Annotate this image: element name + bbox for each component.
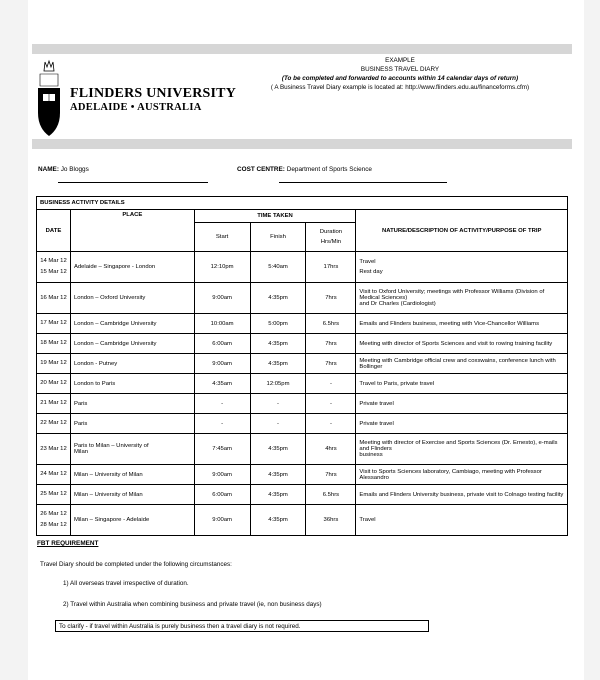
table-row (37, 283, 568, 314)
university-name: FLINDERS UNIVERSITY (70, 86, 237, 101)
cell-desc-line-1: Meeting with director of Exercise and Sports Sciences (Dr. Ernesto), e-mails and Flinders (359, 440, 558, 452)
header-start: Start (194, 223, 250, 252)
name-label: NAME: (38, 166, 59, 173)
cell-start[interactable] (194, 354, 250, 374)
cell-start-line-1: 9:00am (212, 517, 232, 523)
cell-desc[interactable] (356, 485, 568, 505)
cell-date-line-1: 23 Mar 12 (40, 445, 67, 452)
cell-place-line-1: London - Putney (73, 360, 118, 367)
cell-desc[interactable] (356, 374, 568, 394)
cell-duration[interactable] (306, 283, 356, 314)
cell-desc-line-1: Emails and Flinders University business, private visit to Colnago testing facility (359, 491, 564, 498)
cell-finish[interactable] (250, 434, 306, 465)
cell-date[interactable] (37, 414, 71, 434)
cell-desc-line-1: Meeting with Cambridge official crew and coxswains, conference lunch with Bollinger (359, 357, 556, 370)
cell-place[interactable] (70, 314, 194, 334)
cell-place-line-2: Milan (73, 449, 89, 455)
cell-finish[interactable] (250, 394, 306, 414)
cell-date-line-1: 14 Mar 12 (40, 258, 67, 264)
cell-start-line-1: 4:35am (212, 380, 232, 387)
header-duration-unit: Hrs/Min (320, 239, 342, 245)
cell-finish-line-1: 4:35pm (268, 517, 288, 523)
cell-desc[interactable] (356, 314, 568, 334)
cell-date-line-1: 25 Mar 12 (40, 491, 67, 497)
cell-start[interactable] (194, 505, 250, 536)
cell-desc[interactable] (356, 465, 568, 485)
cell-date-line-1: 19 Mar 12 (40, 360, 67, 366)
cell-finish[interactable] (250, 354, 306, 374)
cell-finish-line-1: 4:35pm (268, 295, 288, 301)
cell-duration-line-1: - (329, 400, 332, 407)
cell-date[interactable] (37, 465, 71, 485)
top-grey-bar (32, 44, 572, 54)
cell-place-line-1: Paris (73, 420, 88, 427)
cell-place[interactable] (70, 334, 194, 354)
cell-finish-line-1: 4:35pm (268, 360, 288, 367)
cell-desc[interactable] (356, 414, 568, 434)
name-value[interactable]: Jo Bloggs (60, 166, 89, 173)
cell-place-line-1: London – Cambridge University (73, 320, 157, 327)
cell-duration-line-1: 6.5hrs (322, 491, 340, 498)
cell-desc[interactable] (356, 283, 568, 314)
cell-desc-line-2: and Dr Charles (Cardiologist) (359, 301, 436, 307)
cell-desc-line-2: Rest day (359, 269, 383, 275)
cell-finish[interactable] (250, 334, 306, 354)
table-row (37, 354, 568, 374)
cell-duration[interactable] (306, 414, 356, 434)
cell-place[interactable] (70, 505, 194, 536)
cell-place[interactable] (70, 485, 194, 505)
cell-place-line-1: Paris (73, 400, 88, 407)
cell-place-line-1: London – Oxford University (73, 295, 146, 301)
cell-desc-line-1: Private travel (359, 400, 394, 407)
cell-desc[interactable] (356, 434, 568, 465)
fbt-item-1: 1) All overseas travel irrespective of duration. (63, 580, 189, 587)
table-row (37, 314, 568, 334)
cell-finish-line-1: 4:35pm (268, 446, 288, 452)
cell-date[interactable] (37, 485, 71, 505)
cell-date[interactable] (37, 374, 71, 394)
cell-date-line-1: 20 Mar 12 (40, 380, 67, 386)
cell-desc-line-2: business (359, 452, 383, 458)
cell-place[interactable] (70, 434, 194, 465)
table-row (37, 252, 568, 283)
cell-duration[interactable] (306, 465, 356, 485)
cell-finish[interactable] (250, 414, 306, 434)
university-location: ADELAIDE • AUSTRALIA (70, 102, 202, 113)
cell-desc-line-1: Visit to Oxford University; meetings with Professor Williams (Division of Medical Sciences) (359, 289, 545, 301)
cell-duration[interactable] (306, 334, 356, 354)
table-row (37, 505, 568, 536)
cell-date[interactable] (37, 354, 71, 374)
table-row (37, 374, 568, 394)
cell-finish[interactable] (250, 374, 306, 394)
cell-duration[interactable] (306, 314, 356, 334)
cell-finish-line-1: 12:05pm (266, 380, 290, 387)
cell-finish-line-1: - (277, 400, 279, 407)
fbt-intro: Travel Diary should be completed under the following circumstances: (40, 561, 232, 568)
cell-finish[interactable] (250, 505, 306, 536)
cell-duration-line-1: 7hrs (325, 340, 337, 347)
form-title-block (250, 56, 550, 92)
cell-finish-line-1: 5:40am (268, 264, 288, 270)
cell-date-line-1: 22 Mar 12 (40, 420, 67, 426)
cell-date-line-1: 16 Mar 12 (40, 294, 67, 301)
fbt-item-2: 2) Travel within Australia when combining business and private travel (ie, non business days) (63, 601, 322, 608)
business-activity-table (36, 196, 568, 536)
cell-duration[interactable] (306, 505, 356, 536)
cell-desc-line-1: Meeting with director of Sports Sciences and visit to rowing training facility (359, 340, 553, 347)
cell-desc-line-1: Travel to Paris, private travel (359, 380, 435, 387)
table-row (37, 414, 568, 434)
example-title: EXAMPLE (385, 57, 415, 64)
form-instruction: (To be completed and forwarded to accounts within 14 calendar days of return) (281, 75, 519, 82)
cell-date-line-2: 28 Mar 12 (40, 522, 67, 528)
cell-duration[interactable] (306, 374, 356, 394)
cell-date[interactable] (37, 505, 71, 536)
cell-finish[interactable] (250, 485, 306, 505)
cell-duration-line-1: 17hrs (323, 264, 339, 270)
cell-date-line-1: 17 Mar 12 (40, 320, 67, 326)
header-date: DATE (37, 210, 71, 252)
cell-date[interactable] (37, 252, 71, 283)
cell-duration[interactable] (306, 354, 356, 374)
cell-start[interactable] (194, 394, 250, 414)
cell-desc[interactable] (356, 334, 568, 354)
fbt-clarify-box: To clarify - if travel within Australia is purely business then a travel diary is not required. (55, 620, 429, 632)
cell-start[interactable] (194, 334, 250, 354)
cell-date[interactable] (37, 434, 71, 465)
cost-centre-underline (279, 182, 447, 183)
cell-desc-line-1: Private travel (359, 420, 394, 427)
cell-duration-line-1: 7hrs (325, 295, 337, 301)
cell-finish-line-1: 4:35pm (268, 471, 288, 478)
header-finish: Finish (250, 223, 306, 252)
cell-place[interactable] (70, 414, 194, 434)
cell-place-line-1: Milan – Singapore - Adelaide (73, 517, 150, 523)
cell-place-line-1: Milan – University of Milan (73, 471, 143, 478)
cell-desc[interactable] (356, 505, 568, 536)
cell-start-line-1: 9:00am (212, 295, 232, 301)
cell-desc[interactable] (356, 354, 568, 374)
cell-finish-line-1: 5:00pm (268, 320, 288, 327)
table-row (37, 394, 568, 414)
header-duration-label: Duration (319, 229, 343, 235)
cell-place-line-1: Paris to Milan – University of (73, 443, 149, 449)
table-row (37, 334, 568, 354)
table-body (37, 252, 568, 536)
cell-finish[interactable] (250, 314, 306, 334)
cell-start[interactable] (194, 252, 250, 283)
cell-place[interactable] (70, 394, 194, 414)
cell-duration-line-1: 36hrs (323, 517, 339, 523)
cell-start-line-1: - (221, 420, 224, 427)
cost-centre-label: COST CENTRE: (237, 166, 285, 173)
cell-date[interactable] (37, 394, 71, 414)
cell-place[interactable] (70, 465, 194, 485)
cell-start[interactable] (194, 374, 250, 394)
header-time-taken: TIME TAKEN (194, 210, 356, 223)
cell-start[interactable] (194, 314, 250, 334)
cell-start-line-1: 12:10pm (210, 264, 234, 270)
header-place: PLACE (70, 210, 194, 252)
cell-place[interactable] (70, 252, 194, 283)
name-underline (58, 182, 208, 183)
cell-finish-line-1: - (277, 420, 279, 427)
cell-duration[interactable] (306, 485, 356, 505)
cell-date-line-1: 18 Mar 12 (40, 340, 67, 346)
cell-date-line-2: 15 Mar 12 (40, 269, 67, 275)
cell-duration-line-1: - (329, 380, 332, 387)
header-nature: NATURE/DESCRIPTION OF ACTIVITY/PURPOSE OF TRIP (356, 210, 568, 252)
cell-desc-line-1: Visit to Sports Sciences laboratory, Cambiago, meeting with Professor Alessandro (359, 468, 542, 481)
cost-centre-value[interactable]: Department of Sports Science (286, 166, 372, 173)
cell-start-line-1: 10:00am (210, 320, 234, 327)
section-title: BUSINESS ACTIVITY DETAILS (37, 197, 568, 210)
table-row (37, 434, 568, 465)
cell-finish-line-1: 4:35pm (268, 340, 288, 347)
cell-desc[interactable] (356, 252, 568, 283)
form-title: BUSINESS TRAVEL DIARY (360, 66, 440, 73)
name-field (38, 166, 89, 173)
cell-duration-line-1: 7hrs (325, 360, 337, 367)
cell-start[interactable] (194, 485, 250, 505)
cell-place-line-1: Adelaide – Singapore - London (73, 264, 156, 270)
cell-place[interactable] (70, 354, 194, 374)
cell-finish[interactable] (250, 283, 306, 314)
cell-finish-line-1: 4:35pm (268, 491, 288, 498)
cell-duration-line-1: 4hrs (325, 446, 337, 452)
cell-place[interactable] (70, 283, 194, 314)
cell-duration-line-1: 7hrs (325, 471, 337, 478)
cell-start-line-1: 7:45am (212, 446, 232, 452)
cell-start-line-1: 6:00am (212, 491, 232, 498)
cell-place-line-1: London to Paris (73, 380, 116, 387)
header-duration (306, 223, 356, 252)
cell-start-line-1: 6:00am (212, 340, 232, 347)
table-row (37, 465, 568, 485)
cell-start[interactable] (194, 414, 250, 434)
cell-duration[interactable] (306, 252, 356, 283)
cost-centre-field (237, 166, 372, 173)
cell-start-line-1: 9:00am (212, 471, 232, 478)
cell-date[interactable] (37, 283, 71, 314)
cell-start[interactable] (194, 434, 250, 465)
cell-date[interactable] (37, 334, 71, 354)
cell-start[interactable] (194, 465, 250, 485)
cell-date[interactable] (37, 314, 71, 334)
table-row (37, 485, 568, 505)
cell-date-line-1: 24 Mar 12 (40, 471, 67, 477)
cell-desc[interactable] (356, 394, 568, 414)
cell-duration-line-1: 6.5hrs (322, 320, 340, 327)
cell-duration[interactable] (306, 434, 356, 465)
header-grey-bar (32, 139, 572, 149)
cell-desc-line-1: Travel (359, 517, 376, 523)
cell-finish[interactable] (250, 252, 306, 283)
cell-date-line-1: 21 Mar 12 (40, 400, 67, 406)
cell-desc-line-1: Travel (359, 259, 376, 265)
fbt-title: FBT REQUIREMENT (37, 540, 99, 547)
cell-desc-line-1: Emails and Flinders business, meeting with Vice-Chancellor Williams (359, 320, 540, 327)
cell-place-line-1: London – Cambridge University (73, 340, 157, 347)
cell-finish[interactable] (250, 465, 306, 485)
university-crest-icon (35, 58, 63, 138)
cell-start-line-1: - (221, 400, 224, 407)
cell-place[interactable] (70, 374, 194, 394)
cell-place-line-1: Milan – University of Milan (73, 491, 143, 498)
cell-start-line-1: 9:00am (212, 360, 232, 367)
cell-duration[interactable] (306, 394, 356, 414)
form-source-link[interactable]: ( A Business Travel Diary example is located at: http://www.flinders.edu.au/financeforms.cfm) (270, 84, 530, 91)
cell-date-line-1: 26 Mar 12 (40, 511, 67, 517)
cell-start[interactable] (194, 283, 250, 314)
cell-duration-line-1: - (329, 420, 332, 427)
